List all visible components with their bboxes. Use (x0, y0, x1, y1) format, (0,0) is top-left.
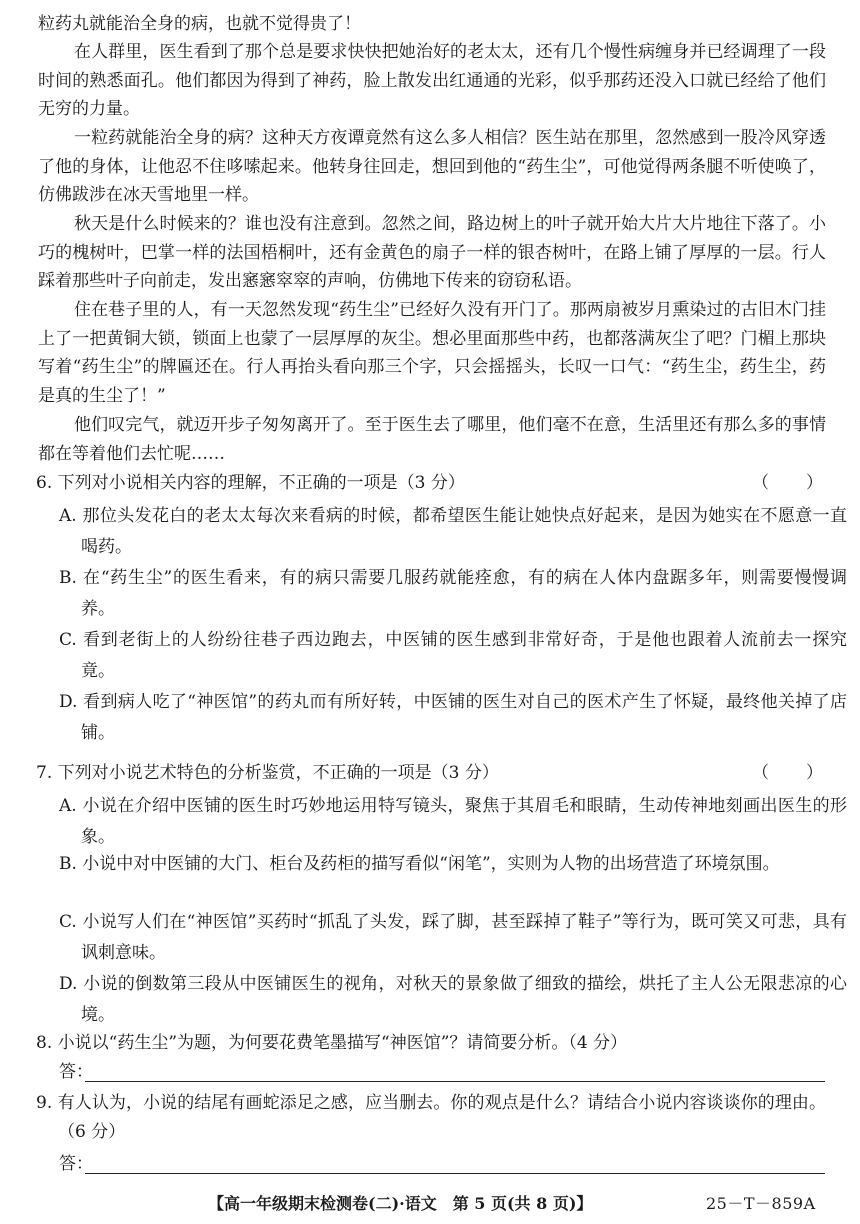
question-6-option-a: A. 那位头发花白的老太太每次来看病的时候，都希望医生能让她快点好起来，是因为她实在不愿意一直喝药。 (59, 506, 847, 557)
question-8 (36, 1029, 826, 1058)
passage-paragraph-3: 一粒药就能治全身的病？这种天方夜谭竟然有这么多人相信？医生站在那里，忽然感到一股冷风穿透了他的身体，让他忍不住哆嗦起来。他转身往回走，想回到他的“药生尘”，可他觉得两条腿不听使唤了，仿佛跋涉在冰天雪地里一样。 (38, 128, 826, 205)
page-footer (0, 1190, 860, 1218)
passage-paragraph-6: 他们叹完气，就迈开步子匆匆离开了。至于医生去了哪里，他们毫不在意，生活里还有那么多的事情都在等着他们去忙呢…… (38, 415, 826, 464)
question-7-stem: 7. 下列对小说艺术特色的分析鉴赏，不正确的一项是（3 分） (36, 763, 499, 783)
question-7-answer-bracket: （ ） (752, 763, 824, 783)
question-8-stem: 8. 小说以“药生尘”为题，为何要花费笔墨描写“神医馆”？请简要分析。（4 分） (36, 1033, 628, 1053)
question-6-answer-bracket: （ ） (752, 473, 824, 493)
question-9-answer-area[interactable] (59, 1150, 825, 1178)
question-6-option-c: C. 看到老街上的人纷纷往巷子西边跑去，中医铺的医生感到非常好奇，于是他也跟着人流前去一探究竟。 (59, 630, 847, 681)
question-6-option-b: B. 在“药生尘”的医生看来，有的病只需要几服药就能痊愈，有的病在人体内盘踞多年，则需要慢慢调养。 (59, 568, 847, 619)
question-8-answer-rule (85, 1081, 825, 1082)
question-7-option-a: A. 小说在介绍中医铺的医生时巧妙地运用特写镜头，聚焦于其眉毛和眼睛，生动传神地刻画出医生的形象。 (59, 796, 847, 847)
footer-code: 25－T－859A (706, 1194, 816, 1213)
question-7-option-c: C. 小说写人们在“神医馆”买药时“抓乱了头发，踩了脚，甚至踩掉了鞋子”等行为，既可笑又可悲，具有讽刺意味。 (59, 912, 847, 963)
footer-title: 【高一年级期末检测卷(二)·语文 第 5 页(共 8 页)】 (208, 1194, 593, 1213)
passage-paragraph-1: 粒药丸就能治全身的病，也就不觉得贵了！ (38, 14, 361, 34)
question-6-stem: 6. 下列对小说相关内容的理解，不正确的一项是（3 分） (36, 473, 465, 493)
passage-paragraph-5: 住在巷子里的人，有一天忽然发现“药生尘”已经好久没有开门了。那两扇被岁月熏染过的古旧木门挂上了一把黄铜大锁，锁面上也蒙了一层厚厚的灰尘。想必里面那些中药，也都落满灰尘了吧？门楣上那块写着“药生尘”的牌匾还在。行人再抬头看向那三个字，只会摇摇头，长叹一口气：“药生尘，药生尘，药是真的生尘了！” (38, 300, 826, 406)
passage-paragraph-2: 在人群里，医生看到了那个总是要求快快把她治好的老太太，还有几个慢性病缠身并已经调理了一段时间的熟悉面孔。他们都因为得到了神药，脸上散发出红通通的光彩，似乎那药还没入口就已经给了他们无穷的力量。 (38, 42, 826, 119)
question-9-answer-label: 答： (59, 1154, 93, 1174)
question-6-option-d: D. 看到病人吃了“神医馆”的药丸而有所好转，中医铺的医生对自己的医术产生了怀疑，最终他关掉了店铺。 (59, 692, 847, 743)
question-7-option-b: B. 小说中对中医铺的大门、柜台及药柜的描写看似“闲笔”，实则为人物的出场营造了环境氛围。 (59, 854, 780, 874)
question-7 (36, 759, 826, 788)
passage-paragraph-4: 秋天是什么时候来的？谁也没有注意到。忽然之间，路边树上的叶子就开始大片大片地往下落了。小巧的槐树叶，巴掌一样的法国梧桐叶，还有金黄色的扇子一样的银杏树叶，在路上铺了厚厚的一层。行人踩着那些叶子向前走，发出窸窸窣窣的声响，仿佛地下传来的窃窃私语。 (38, 214, 826, 291)
question-7-option-d: D. 小说的倒数第三段从中医铺医生的视角，对秋天的景象做了细致的描绘，烘托了主人公无限悲凉的心境。 (59, 974, 847, 1025)
question-9-stem: 9. 有人认为，小说的结尾有画蛇添足之感，应当删去。你的观点是什么？请结合小说内容谈谈你的理由。（6 分） (36, 1093, 826, 1142)
question-9-answer-rule (85, 1173, 825, 1174)
question-6 (36, 469, 826, 498)
question-8-answer-area[interactable] (59, 1058, 825, 1086)
question-8-answer-label: 答： (59, 1062, 93, 1082)
